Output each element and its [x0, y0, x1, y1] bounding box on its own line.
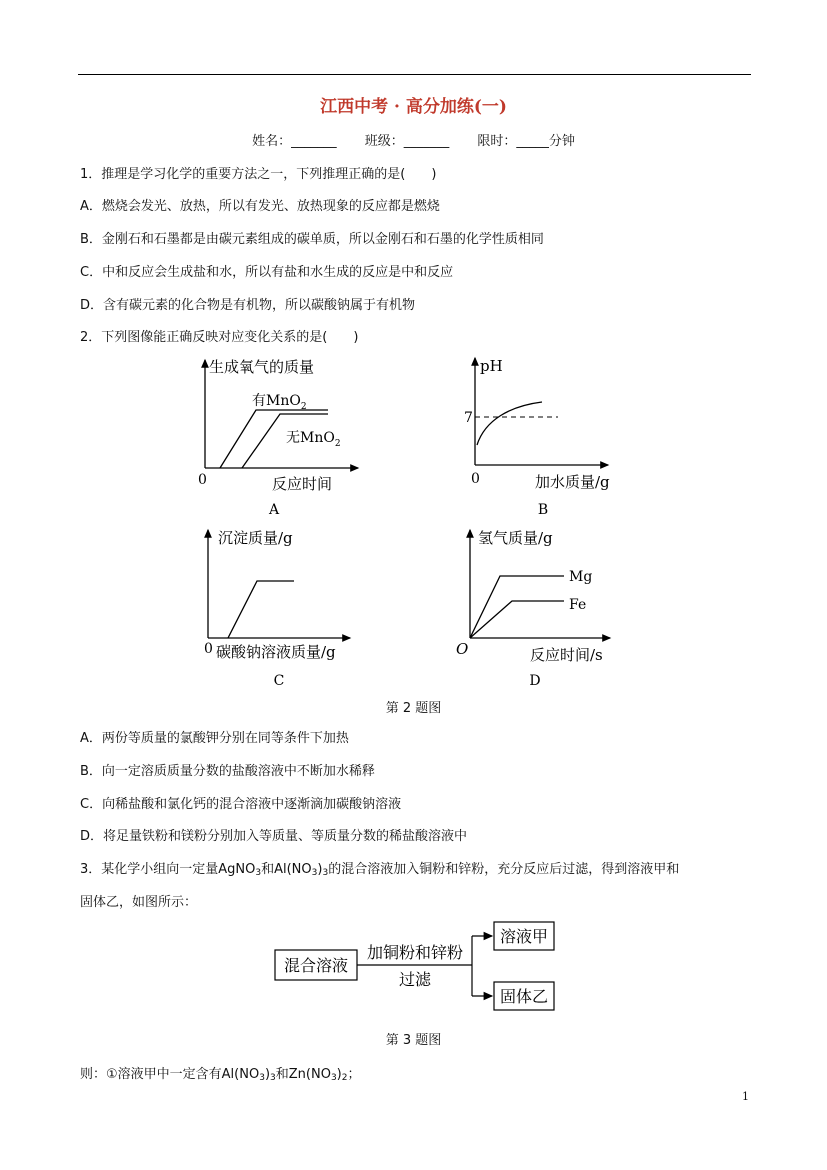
flow-out2-label: 固体乙 — [499, 987, 549, 1006]
name-field-label: 姓名：_______ — [252, 134, 337, 149]
time-limit-label: 限时：_____分钟 — [477, 134, 575, 149]
q3-flow-diagram — [270, 918, 560, 1018]
graph-d — [456, 529, 610, 689]
graph-b-tick-7: 7 — [464, 410, 473, 426]
q2-figure-caption: 第 2 题图 — [385, 701, 442, 716]
graph-d-letter: D — [529, 673, 541, 689]
graph-a — [198, 358, 358, 518]
graph-b-ylabel: pH — [480, 357, 503, 375]
graph-a-origin: 0 — [198, 472, 207, 488]
graph-c-line — [228, 581, 294, 638]
graph-d-line-mg — [470, 576, 564, 638]
q1-stem: 1．推理是学习化学的重要方法之一，下列推理正确的是( ) — [80, 167, 437, 182]
graph-a-xlabel: 反应时间 — [272, 475, 333, 493]
flow-step-bottom: 过滤 — [398, 970, 432, 989]
graph-a-letter: A — [268, 502, 280, 518]
graph-d-origin: O — [456, 640, 469, 658]
header-rule — [78, 74, 751, 75]
flow-out1-label: 溶液甲 — [499, 927, 549, 946]
graph-d-label-fe: Fe — [569, 597, 587, 613]
graph-d-line-fe — [470, 601, 564, 638]
graph-c-xlabel: 碳酸钠溶液质量/g — [216, 643, 336, 661]
q3-figure-caption: 第 3 题图 — [385, 1033, 442, 1048]
flow-start-label: 混合溶液 — [283, 956, 349, 975]
q2-option-c: C．向稀盐酸和氯化钙的混合溶液中逐渐滴加碳酸钠溶液 — [80, 797, 402, 812]
q2-option-d: D．将足量铁粉和镁粉分别加入等质量、等质量分数的稀盐酸溶液中 — [80, 829, 468, 844]
q3-stem: 3．某化学小组向一定量AgNO$_3$和$Al(NO_3)_3$的混合溶液加入铜粉和锌粉，充分反应后过滤，得到溶液甲和 — [80, 862, 680, 878]
graph-c-origin: 0 — [204, 641, 213, 657]
graph-b-xlabel: 加水质量/g — [535, 473, 610, 491]
q1-option-c: C．中和反应会生成盐和水，所以有盐和水生成的反应是中和反应 — [80, 265, 454, 280]
graph-d-label-mg: Mg — [569, 569, 593, 585]
graph-c-ylabel: 沉淀质量/g — [218, 529, 293, 547]
page-number: 1 — [742, 1090, 749, 1103]
q3-stem-line2: 固体乙，如图所示： — [80, 895, 198, 910]
graph-b-letter: B — [537, 502, 549, 518]
q1-option-a: A．燃烧会发光、放热，所以有发光、放热现象的反应都是燃烧 — [80, 199, 440, 214]
q2-stem: 2．下列图像能正确反映对应变化关系的是( ) — [80, 330, 359, 345]
flow-step-top: 加铜粉和锌粉 — [366, 943, 464, 962]
graph-c-letter: C — [273, 673, 285, 689]
graph-c — [204, 529, 350, 689]
graph-a-label-mno2: 有MnO$_2$ — [252, 393, 307, 412]
q2-option-a: A．两份等质量的氯酸钾分别在同等条件下加热 — [80, 731, 349, 746]
q2-figure — [180, 348, 640, 693]
graph-d-xlabel: 反应时间/s — [530, 646, 603, 664]
student-info-line — [0, 130, 827, 149]
page-title: 江西中考 · 高分加练(一) — [320, 97, 507, 117]
graph-a-ylabel: 生成氧气的质量 — [209, 358, 315, 376]
graph-b — [464, 357, 610, 518]
q1-option-d: D．含有碳元素的化合物是有机物，所以碳酸钠属于有机物 — [80, 298, 416, 313]
graph-b-origin: 0 — [471, 471, 480, 487]
graph-b-curve — [477, 402, 542, 445]
graph-a-label-no-mno2: 无MnO$_2$ — [286, 430, 341, 449]
graph-d-ylabel: 氢气质量/g — [478, 529, 553, 547]
q1-option-b: B．金刚石和石墨都是由碳元素组成的碳单质，所以金刚石和石墨的化学性质相同 — [80, 232, 544, 247]
class-field-label: 班级：_______ — [364, 134, 450, 149]
q3-conclusion: 则：①溶液甲中一定含有$Al(NO_3)_3$和$Zn(NO_3)_2$； — [80, 1067, 361, 1083]
q2-option-b: B．向一定溶质质量分数的盐酸溶液中不断加水稀释 — [80, 764, 375, 779]
